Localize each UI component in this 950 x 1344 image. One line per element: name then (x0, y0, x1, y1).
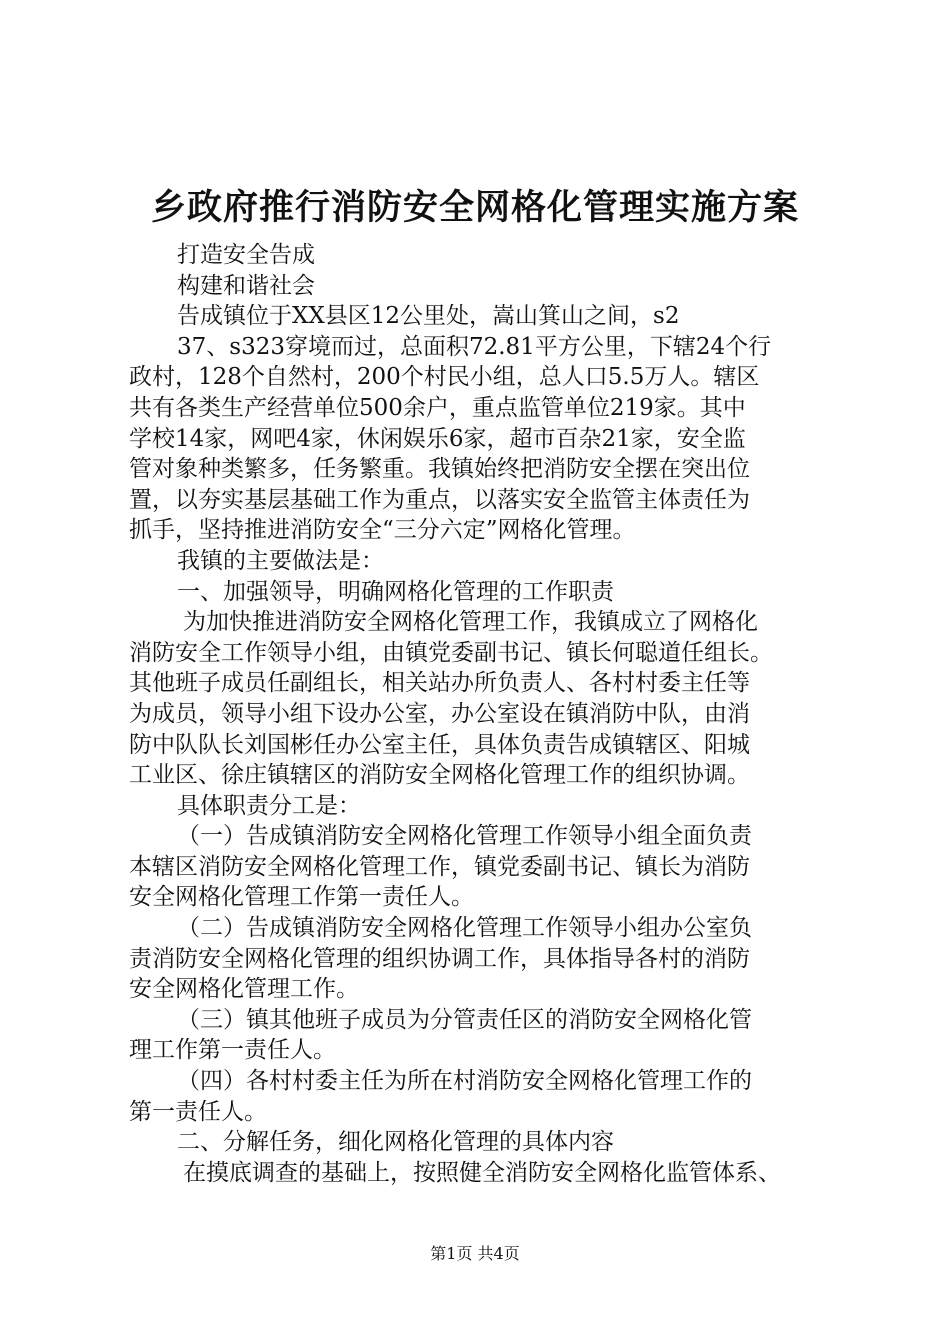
paragraph-line: 学校14家，网吧4家，休闲娱乐6家，超市百杂21家，安全监 (129, 425, 746, 452)
paragraph-line: 置，以夯实基层基础工作为重点，以落实安全监管主体责任为 (129, 486, 750, 513)
paragraph-line: 管对象种类繁多，任务繁重。我镇始终把消防安全摆在突出位 (129, 456, 750, 483)
document-body (129, 240, 829, 1188)
paragraph-line: 抓手，坚持推进消防安全“三分六定”网格化管理。 (129, 517, 636, 544)
section-heading: 二、分解任务，细化网格化管理的具体内容 (177, 1129, 614, 1156)
paragraph-line: 政村，128个自然村，200个村民小组，总人口5.5万人。辖区 (129, 364, 760, 391)
paragraph-line: 工业区、徐庄镇辖区的消防安全网格化管理工作的组织协调。 (129, 762, 750, 789)
paragraph-line: 具体职责分工是： (177, 792, 361, 819)
list-item-line: （三）镇其他班子成员为分管责任区的消防安全网格化管 (177, 1006, 752, 1033)
subtitle-line: 打造安全告成 (177, 242, 315, 268)
list-item-line: 责消防安全网格化管理的组织协调工作，具体指导各村的消防 (129, 945, 750, 972)
page-footer: 第1页 共4页 (430, 1244, 520, 1263)
paragraph-line: 防中队队长刘国彬任办公室主任，具体负责告成镇辖区、阳城 (129, 731, 750, 758)
list-item-line: 第一责任人。 (129, 1098, 267, 1125)
list-item-line: （一）告成镇消防安全网格化管理工作领导小组全面负责 (177, 823, 752, 850)
list-item-line: （四）各村村委主任为所在村消防安全网格化管理工作的 (177, 1068, 752, 1095)
paragraph-line: 为加快推进消防安全网格化管理工作，我镇成立了网格化 (183, 609, 758, 636)
section-heading: 一、加强领导，明确网格化管理的工作职责 (177, 578, 614, 605)
paragraph-line: 我镇的主要做法是： (177, 547, 384, 574)
subtitle-line: 构建和谐社会 (177, 272, 315, 299)
list-item-line: 安全网格化管理工作第一责任人。 (129, 884, 474, 911)
paragraph-line: 消防安全工作领导小组，由镇党委副书记、镇长何聪道任组长。 (129, 639, 773, 666)
list-item-line: 理工作第一责任人。 (129, 1037, 336, 1064)
list-item-line: （二）告成镇消防安全网格化管理工作领导小组办公室负 (177, 915, 752, 942)
paragraph-line: 共有各类生产经营单位500余户，重点监管单位219家。其中 (129, 394, 746, 421)
paragraph-line: 告成镇位于XX县区12公里处，嵩山箕山之间，s2 (177, 303, 680, 330)
list-item-line: 本辖区消防安全网格化管理工作，镇党委副书记、镇长为消防 (129, 853, 750, 880)
list-item-line: 安全网格化管理工作。 (129, 976, 359, 1003)
paragraph-line: 其他班子成员任副组长，相关站办所负责人、各村村委主任等 (129, 670, 750, 697)
paragraph-line: 为成员，领导小组下设办公室，办公室设在镇消防中队，由消 (129, 700, 750, 727)
paragraph-line: 在摸底调查的基础上，按照健全消防安全网格化监管体系、 (183, 1159, 781, 1186)
document-title: 乡政府推行消防安全网格化管理实施方案 (150, 188, 799, 228)
paragraph-line: 37、s323穿境而过，总面积72.81平方公里，下辖24个行 (177, 333, 772, 360)
